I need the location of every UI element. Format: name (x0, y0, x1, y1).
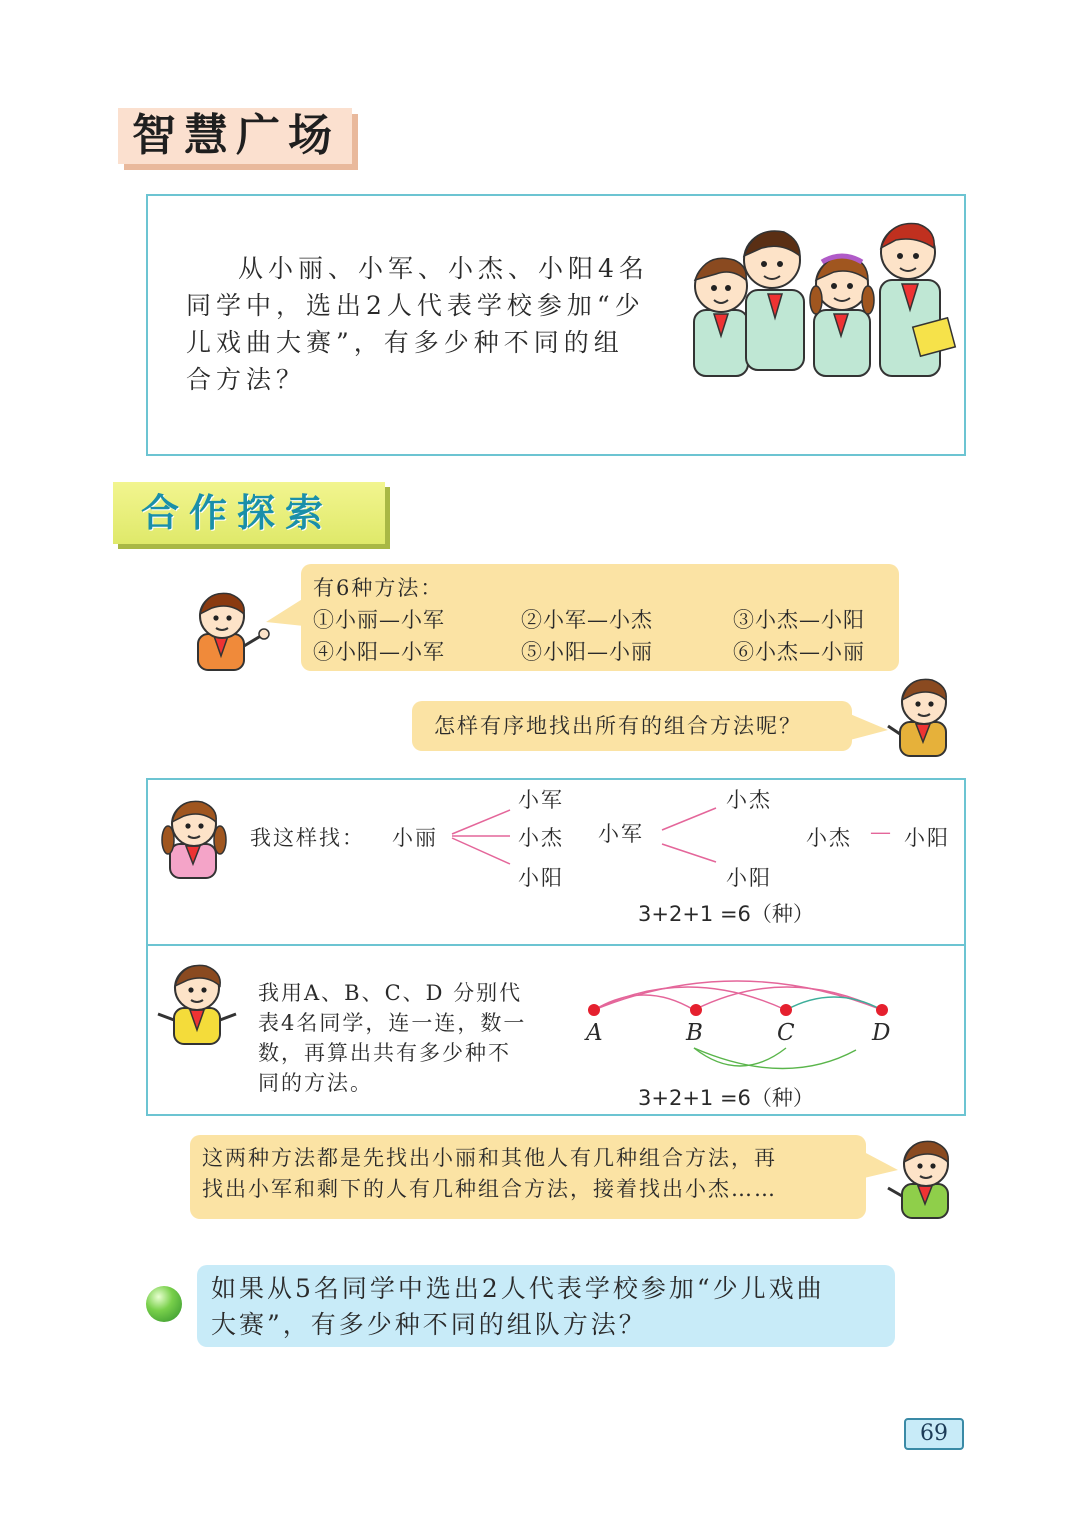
point-label-b: B (686, 1020, 703, 1046)
follow-up-question (197, 1265, 895, 1347)
question-line: 如果从5名同学中选出2人代表学校参加“少儿戏曲 (211, 1274, 825, 1303)
equation-2: 3+2+1 =6（种） (638, 1086, 814, 1110)
method1-prefix: 我这样找： (250, 826, 365, 850)
arc-a-b (594, 995, 694, 1010)
bubble-intro: 有6种方法： (313, 576, 444, 600)
section-title-zhihui: 智慧广场 (118, 108, 352, 164)
girl-pigtails-illustration (154, 794, 234, 880)
tree-leaf: 小阳 (518, 866, 564, 890)
point-label-c: C (777, 1020, 795, 1046)
speech-bubble-summary (190, 1135, 866, 1219)
point-c-dot (780, 1004, 792, 1016)
tree-leaf: 小杰 (518, 826, 564, 850)
method2-text (258, 978, 526, 1098)
question-line: 大赛”，有多少种不同的组队方法？ (211, 1310, 647, 1339)
bubble-tail (266, 596, 306, 636)
problem-text (186, 250, 666, 398)
method2-line: 数，再算出共有多少种不 (258, 1041, 511, 1065)
point-label-a: A (586, 1020, 603, 1046)
problem-line: 儿戏曲大赛”，有多少种不同的组 (186, 328, 624, 357)
methods-divider (146, 944, 966, 946)
method2-line: 表4名同学，连一连，数一 (258, 1011, 527, 1035)
problem-line: 从小丽、小军、小杰、小阳4名 (238, 254, 649, 283)
speech-bubble-question: 怎样有序地找出所有的组合方法呢？ (412, 701, 852, 751)
problem-line: 同学中，选出2人代表学校参加“少 (186, 291, 645, 320)
girl-pointing-illustration (186, 586, 270, 672)
problem-line: 合方法？ (186, 365, 307, 394)
section-title-hezuo: 合作探索 (113, 482, 385, 544)
tree-branch-lines (440, 790, 740, 880)
tree-leaf: 小阳 (726, 866, 772, 890)
boy-waving-illustration (884, 674, 960, 758)
method-item: ⑥小杰—小丽 (733, 640, 865, 664)
arc-a-c (594, 987, 786, 1010)
speech-bubble-six-methods (301, 564, 899, 671)
tree-leaf: 小杰 (726, 788, 772, 812)
dot-connection-diagram (576, 958, 906, 1078)
method-item: ②小军—小杰 (521, 608, 653, 632)
arc-b-d-low (694, 1048, 856, 1069)
tree-dash: — (870, 820, 893, 844)
point-b-dot (690, 1004, 702, 1016)
boy-arms-out-illustration (152, 958, 242, 1048)
method2-line: 同的方法。 (258, 1071, 373, 1095)
page-number: 69 (904, 1418, 964, 1450)
summary-line: 这两种方法都是先找出小丽和其他人有几种组合方法，再 (202, 1146, 777, 1170)
tree-root-xiaoli: 小丽 (392, 826, 438, 850)
tree-root-xiaojie: 小杰 (806, 826, 852, 850)
method2-line: 我用A、B、C、D 分别代 (258, 981, 523, 1005)
green-ball-icon (146, 1286, 182, 1322)
summary-line: 找出小军和剩下的人有几种组合方法，接着找出小杰…… (202, 1177, 777, 1201)
point-label-d: D (872, 1020, 891, 1046)
tree-root-xiaojun: 小军 (598, 822, 644, 846)
equation-1: 3+2+1 =6（种） (638, 902, 814, 926)
arc-c-d (786, 997, 882, 1010)
method-item: ④小阳—小军 (313, 640, 445, 664)
point-d-dot (876, 1004, 888, 1016)
method-item: ①小丽—小军 (313, 608, 445, 632)
tree-leaf: 小阳 (904, 826, 950, 850)
method-item: ③小杰—小阳 (733, 608, 865, 632)
tree-leaf: 小军 (518, 788, 564, 812)
boy-waving-illustration (884, 1134, 964, 1220)
point-a-dot (588, 1004, 600, 1016)
method-item: ⑤小阳—小丽 (521, 640, 653, 664)
four-students-illustration (676, 218, 966, 388)
